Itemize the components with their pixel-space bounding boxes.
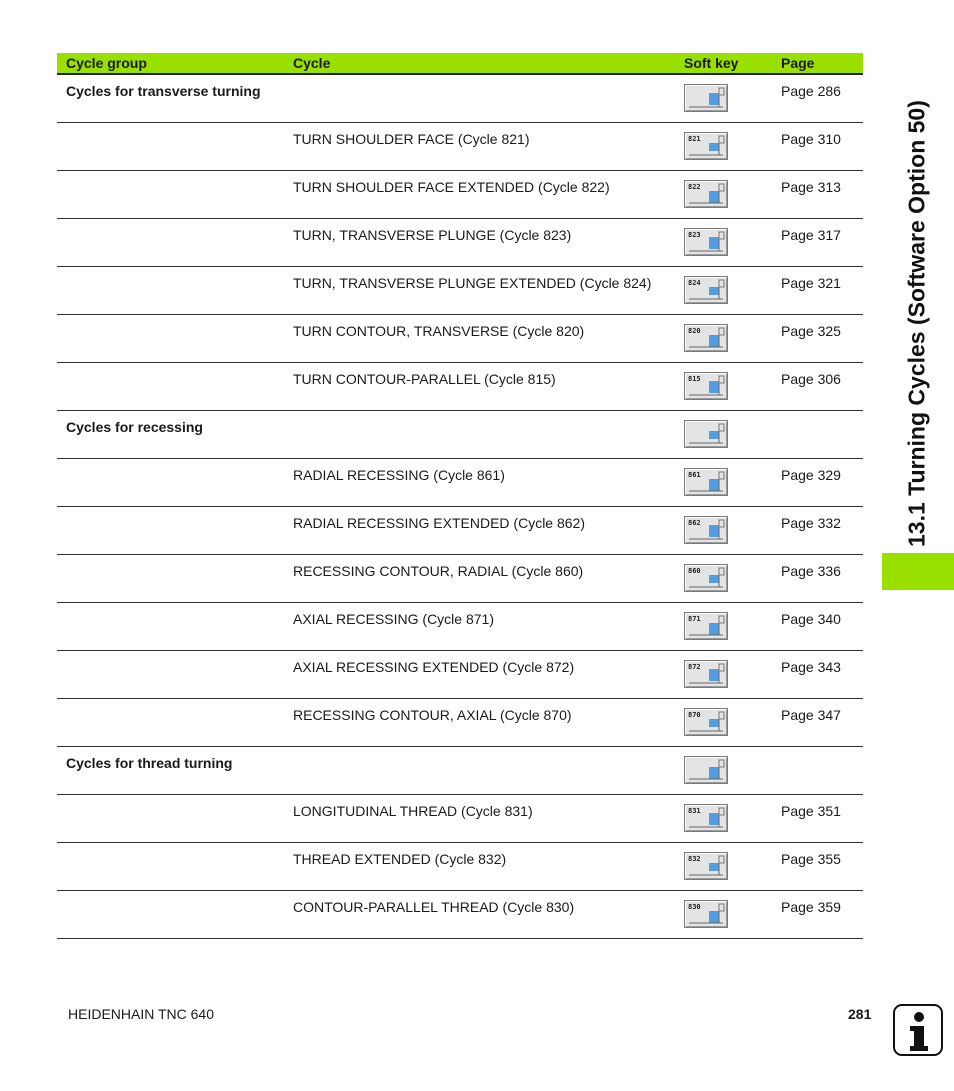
table-row (57, 651, 863, 699)
page-reference: Page 340 (781, 611, 841, 627)
page-number: 281 (848, 1006, 872, 1022)
page-reference: Page 332 (781, 515, 841, 531)
page-reference: Page 351 (781, 803, 841, 819)
turning-cycle-softkey-icon (684, 276, 728, 304)
soft-key-cell (684, 708, 728, 736)
turning-cycle-softkey-icon (684, 612, 728, 640)
soft-key-cell (684, 324, 728, 352)
table-body (57, 75, 863, 939)
cycle-name: TURN, TRANSVERSE PLUNGE (Cycle 823) (293, 227, 572, 243)
page-reference: Page 325 (781, 323, 841, 339)
turning-cycle-softkey-icon (684, 132, 728, 160)
cycle-name: TURN SHOULDER FACE (Cycle 821) (293, 131, 530, 147)
cycle-name: TURN CONTOUR-PARALLEL (Cycle 815) (293, 371, 556, 387)
table-row (57, 363, 863, 411)
soft-key-number: 870 (688, 711, 701, 719)
header-page: Page (781, 55, 815, 71)
manual-name: HEIDENHAIN TNC 640 (68, 1006, 215, 1022)
soft-key-number: 872 (688, 663, 701, 671)
page-reference: Page 329 (781, 467, 841, 483)
table-row (57, 891, 863, 939)
turning-cycle-softkey-icon (684, 420, 728, 448)
header-soft-key: Soft key (684, 55, 739, 71)
soft-key-cell (684, 468, 728, 496)
soft-key-number: 861 (688, 471, 701, 479)
cycle-group-label: Cycles for thread turning (66, 755, 233, 771)
soft-key-cell (684, 420, 728, 448)
table-row (57, 219, 863, 267)
header-cycle-group: Cycle group (66, 55, 147, 71)
cycle-group-label: Cycles for transverse turning (66, 83, 261, 99)
cycle-name: AXIAL RECESSING EXTENDED (Cycle 872) (293, 659, 575, 675)
table-row (57, 507, 863, 555)
soft-key-number: 832 (688, 855, 701, 863)
soft-key-cell (684, 180, 728, 208)
soft-key-cell (684, 756, 728, 784)
cycle-name: TURN SHOULDER FACE EXTENDED (Cycle 822) (293, 179, 610, 195)
soft-key-cell (684, 516, 728, 544)
table-row (57, 603, 863, 651)
soft-key-cell (684, 564, 728, 592)
cycle-graphic-icon (685, 421, 727, 447)
turning-cycle-softkey-icon (684, 372, 728, 400)
soft-key-number: 823 (688, 231, 701, 239)
info-icon (893, 1004, 943, 1056)
page-reference: Page 310 (781, 131, 841, 147)
turning-cycle-softkey-icon (684, 324, 728, 352)
page-reference: Page 359 (781, 899, 841, 915)
table-row (57, 843, 863, 891)
soft-key-cell (684, 276, 728, 304)
soft-key-number: 815 (688, 375, 701, 383)
soft-key-cell (684, 660, 728, 688)
page-reference: Page 306 (781, 371, 841, 387)
cycle-name: THREAD EXTENDED (Cycle 832) (293, 851, 507, 867)
page-reference: Page 313 (781, 179, 841, 195)
soft-key-cell (684, 612, 728, 640)
chapter-title: 13.1 Turning Cycles (Software Option 50) (903, 100, 930, 547)
chapter-tab-marker (882, 553, 954, 590)
soft-key-number: 822 (688, 183, 701, 191)
header-cycle: Cycle (293, 55, 331, 71)
soft-key-number: 871 (688, 615, 701, 623)
turning-cycle-softkey-icon (684, 708, 728, 736)
page-reference: Page 321 (781, 275, 841, 291)
soft-key-number: 860 (688, 567, 701, 575)
turning-cycle-softkey-icon (684, 84, 728, 112)
soft-key-cell (684, 900, 728, 928)
soft-key-cell (684, 132, 728, 160)
turning-cycle-softkey-icon (684, 852, 728, 880)
table-row (57, 747, 863, 795)
cycle-graphic-icon (685, 85, 727, 111)
table-row (57, 75, 863, 123)
soft-key-cell (684, 804, 728, 832)
soft-key-number: 831 (688, 807, 701, 815)
table-row (57, 171, 863, 219)
table-row (57, 315, 863, 363)
cycle-name: LONGITUDINAL THREAD (Cycle 831) (293, 803, 533, 819)
soft-key-cell (684, 228, 728, 256)
cycle-overview-table (57, 53, 863, 939)
table-row (57, 123, 863, 171)
turning-cycle-softkey-icon (684, 900, 728, 928)
cycle-name: TURN CONTOUR, TRANSVERSE (Cycle 820) (293, 323, 585, 339)
turning-cycle-softkey-icon (684, 660, 728, 688)
cycle-name: CONTOUR-PARALLEL THREAD (Cycle 830) (293, 899, 575, 915)
turning-cycle-softkey-icon (684, 756, 728, 784)
cycle-name: AXIAL RECESSING (Cycle 871) (293, 611, 494, 627)
turning-cycle-softkey-icon (684, 516, 728, 544)
page-reference: Page 317 (781, 227, 841, 243)
page-reference: Page 347 (781, 707, 841, 723)
cycle-name: TURN, TRANSVERSE PLUNGE EXTENDED (Cycle 824) (293, 275, 652, 291)
turning-cycle-softkey-icon (684, 180, 728, 208)
soft-key-number: 824 (688, 279, 701, 287)
cycle-name: RADIAL RECESSING (Cycle 861) (293, 467, 505, 483)
turning-cycle-softkey-icon (684, 468, 728, 496)
table-row (57, 795, 863, 843)
turning-cycle-softkey-icon (684, 564, 728, 592)
page-reference: Page 336 (781, 563, 841, 579)
soft-key-cell (684, 852, 728, 880)
table-row (57, 699, 863, 747)
soft-key-number: 821 (688, 135, 701, 143)
table-row (57, 411, 863, 459)
page-reference: Page 343 (781, 659, 841, 675)
table-header (57, 53, 863, 75)
page-reference: Page 355 (781, 851, 841, 867)
soft-key-number: 862 (688, 519, 701, 527)
cycle-name: RADIAL RECESSING EXTENDED (Cycle 862) (293, 515, 585, 531)
cycle-name: RECESSING CONTOUR, AXIAL (Cycle 870) (293, 707, 572, 723)
cycle-name: RECESSING CONTOUR, RADIAL (Cycle 860) (293, 563, 584, 579)
table-row (57, 267, 863, 315)
soft-key-cell (684, 372, 728, 400)
page-reference: Page 286 (781, 83, 841, 99)
table-row (57, 555, 863, 603)
turning-cycle-softkey-icon (684, 804, 728, 832)
cycle-group-label: Cycles for recessing (66, 419, 203, 435)
soft-key-number: 830 (688, 903, 701, 911)
cycle-graphic-icon (685, 757, 727, 783)
soft-key-cell (684, 84, 728, 112)
soft-key-number: 820 (688, 327, 701, 335)
turning-cycle-softkey-icon (684, 228, 728, 256)
table-row (57, 459, 863, 507)
